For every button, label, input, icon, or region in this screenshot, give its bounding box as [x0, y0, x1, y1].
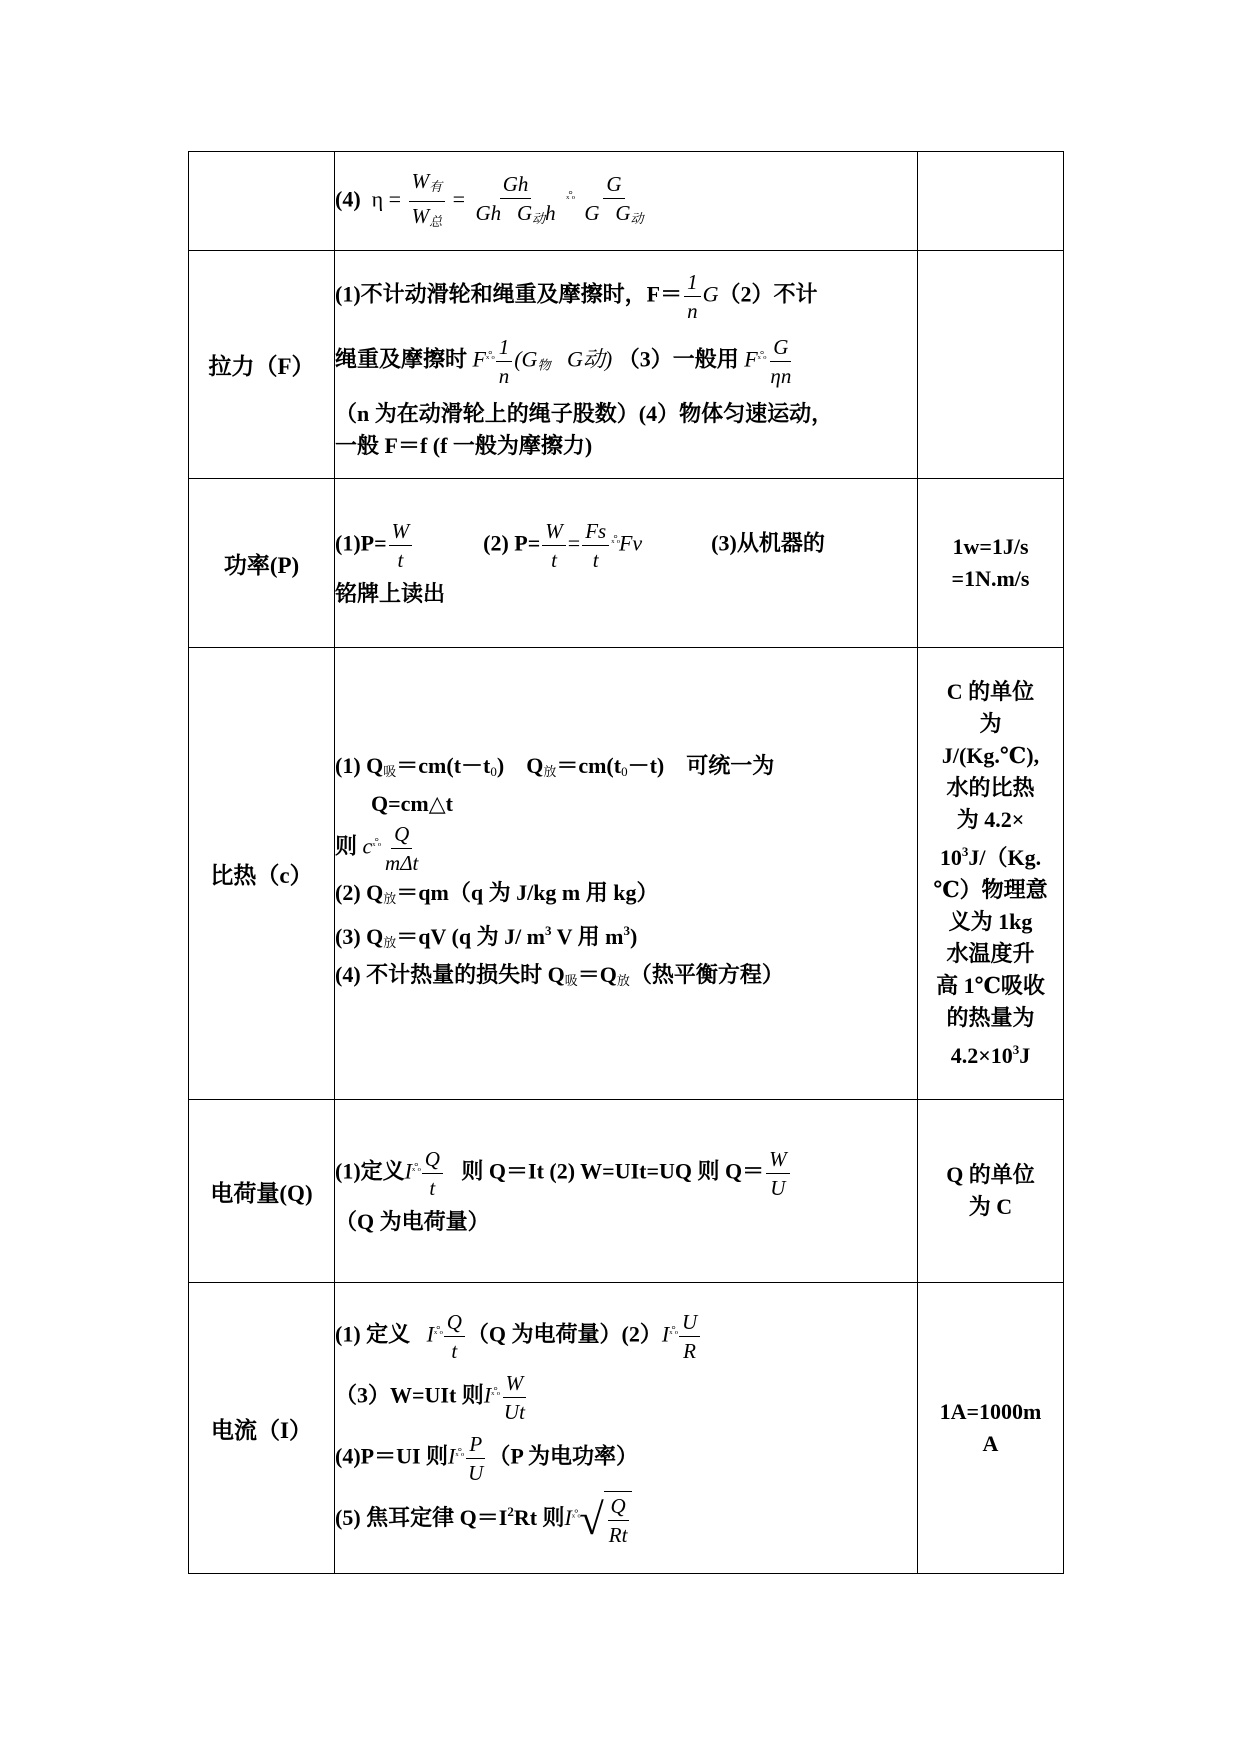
formula-cell	[335, 152, 918, 251]
unit-cell: 1w=1J/s =1N.m/s	[918, 479, 1064, 648]
formula-line: (4) 不计热量的损失时 $Q_吸=Q_放$（热平衡方程）	[335, 962, 784, 988]
formula-line: 铭牌上读出	[335, 580, 446, 606]
formula-line: (2) $Q_放=qm(q$ 为 J/kg m 用 kg）	[335, 880, 659, 906]
row-name-cell: 电荷量(Q)	[189, 1100, 335, 1283]
formula-table	[188, 151, 1064, 1574]
row-name-cell: 比热（c）	[189, 648, 335, 1100]
formula-line: (4)P＝UI 则$I^{_x^\circ_o}$ $\frac{P}{U}$ （P 为电功率）	[335, 1431, 639, 1485]
formula-line: Q=cm△t	[371, 791, 453, 816]
formula-cell	[335, 479, 918, 648]
formula-line: (1)不计动滑轮和绳重及摩擦时，F＝ $\frac{1}{n}$ G（2）不计	[335, 269, 818, 323]
formula-line: （3）W=UIt 则$I^{_x^\circ_o}$ $\frac{W}{Ut}$	[335, 1370, 525, 1424]
formula-line: 一般 F＝f (f 一般为摩擦力)	[335, 432, 593, 458]
unit-cell: Q 的单位 为 C	[918, 1100, 1064, 1283]
table-row	[189, 152, 1064, 251]
table-row	[189, 479, 1064, 648]
formula-line: （Q 为电荷量）	[335, 1208, 490, 1234]
fraction: $\frac{G}{G G_动}$	[584, 171, 644, 226]
unit-cell: C 的单位 为 J/(Kg.℃), 水的比热 为 4.2× $10^3J/(Kg$. ℃）物理意 义为 1kg 水温度升 高 1℃吸收 的热量为 $4.2\times 10^3J$	[918, 648, 1064, 1100]
item-label: (4)	[335, 186, 361, 212]
formula-line: 绳重及摩擦时 $F^{_x^\circ_o}$ $\frac{1}{n}$ ($G_物$ G动) （3）一般用 $F^{_x^\circ_o}$ $\frac{G}{\eta n}$	[335, 334, 792, 388]
formula-cell	[335, 648, 918, 1100]
formula-cell	[335, 1283, 918, 1574]
fraction: $\frac{Gh}{Gh G_动h}$	[475, 171, 556, 226]
garbled-mark: ₓ°ₒ	[566, 188, 574, 201]
table-row	[189, 1100, 1064, 1283]
formula-line: (1) 定义 $I^{_x^\circ_o}$ $\frac{Q}{t}$ （Q 为电荷量）$(2)I^{_x^\circ_o}$ $\frac{U}{R}$	[335, 1308, 917, 1365]
row-name-cell: 电流（I）	[189, 1283, 335, 1574]
table-row	[189, 648, 1064, 1100]
table-row	[189, 1283, 1064, 1574]
formula-line: (1)定义$I^{_x^\circ_o}$ $\frac{Q}{t}$ 则 Q＝It (2) W=UIt=UQ 则 Q＝ $\frac{W}{U}$	[335, 1145, 917, 1202]
formula-line: (5) 焦耳定律 $Q=I^2Rt$ 则$I^{_x^\circ_o}$ √ $\frac{Q}{Rt}$	[335, 1491, 917, 1549]
row-name-cell	[189, 152, 335, 251]
row-name-cell: 拉力（F）	[189, 251, 335, 479]
formula-line: 则 $c^{_x^\circ_o}$ $\frac{Q}{\text{mΔt}}$	[335, 822, 419, 875]
unit-cell	[918, 152, 1064, 251]
formula-line: (3) $Q_放=qV$ (q 为 J/ $m^3$ V 用 $m^3$)	[335, 923, 638, 950]
formula-line: （n 为在动滑轮上的绳子股数）(4）物体匀速运动，	[335, 400, 834, 426]
unit-cell	[918, 251, 1064, 479]
formula-cell	[335, 251, 918, 479]
unit-cell: 1A=1000m A	[918, 1283, 1064, 1574]
eta-symbol: η =	[371, 186, 402, 212]
fraction: $\frac{W_有}{W_总}$	[409, 167, 446, 236]
table-row	[189, 251, 1064, 479]
formula-line: (4) η = $\frac{W_有}{W_总}$ = $\frac{Gh}{Gh G_动h}$ $^{_x^\circ_o}$ $\frac{G}{G G_动}$	[335, 167, 917, 236]
formula-cell	[335, 1100, 918, 1283]
formula-line: (1)P= $\frac{W}{t}$ (2) P= $\frac{W}{t}$ = $\frac{Fs}{t}$ $^{_x^\circ_o}$Fv (3)从机器的	[335, 518, 825, 572]
sqrt: √ $\frac{Q}{Rt}$	[580, 1491, 633, 1549]
formula-line: (1) $Q_吸=cm(t-t_0)$ $Q_放=cm(t_0-t)$ 可统一为	[335, 753, 775, 779]
row-name-cell: 功率(P)	[189, 479, 335, 648]
